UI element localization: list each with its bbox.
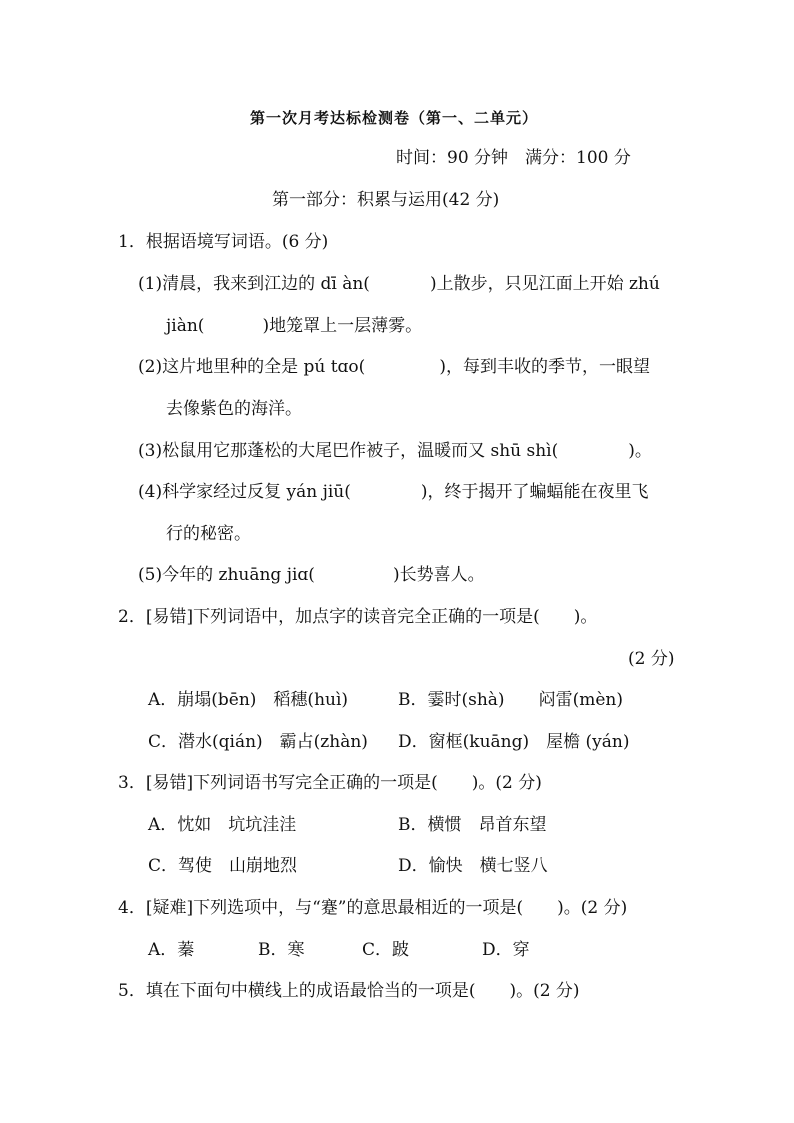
- q1-item4-line2: 行的秘密。: [166, 524, 251, 544]
- q3-option-a[interactable]: A．忱如 坑坑洼洼: [148, 815, 297, 835]
- q1-item2-line1: [138, 356, 650, 378]
- q3-option-c[interactable]: C．驾使 山崩地烈: [148, 856, 298, 876]
- q1-item5-text-b: )长势喜人。: [392, 565, 485, 585]
- part-heading: 第一部分：积累与运用(42 分): [272, 190, 500, 210]
- q1-item1-text-d: )地笼罩上一层薄雾。: [262, 316, 423, 336]
- q2-option-b[interactable]: B．霎时(shà) 闷雷(mèn): [398, 690, 623, 710]
- q1-item1-text-c: jiàn(: [166, 316, 205, 336]
- q1-item2-text-b: )，每到丰收的季节，一眼望: [439, 357, 650, 377]
- q1-item3-text-b: )。: [628, 441, 652, 461]
- q1-item1-line1: [138, 273, 660, 295]
- q2-option-d[interactable]: D．窗框(kuāng) 屋檐 (yán): [398, 732, 630, 752]
- q2-score: (2 分): [628, 649, 675, 669]
- q1-stem: 1．根据语境写词语。(6 分): [118, 232, 329, 252]
- q3-option-d[interactable]: D．愉快 横七竖八: [398, 856, 548, 876]
- q1-item1-text-a: (1)清晨，我来到江边的 dī àn(: [138, 274, 370, 294]
- q4-option-d[interactable]: D．穿: [482, 940, 530, 960]
- q4-option-c[interactable]: C．跛: [362, 940, 410, 960]
- q1-item3-text-a: (3)松鼠用它那蓬松的大尾巴作被子，温暖而又 shū shì(: [138, 441, 559, 461]
- q1-item4-text-a: (4)科学家经过反复 yán jiū(: [138, 482, 351, 502]
- q1-item2-line2: 去像紫色的海洋。: [166, 399, 302, 419]
- q1-item1-line2: [166, 315, 422, 337]
- q4-option-a[interactable]: A．蓁: [148, 940, 195, 960]
- q1-item4-text-b: )，终于揭开了蝙蝠能在夜里飞: [420, 482, 649, 502]
- q4-stem: 4．[疑难]下列选项中，与“蹇”的意思最相近的一项是( )。(2 分): [118, 898, 628, 918]
- q1-item5-line1: [138, 564, 485, 586]
- q5-stem: 5．填在下面句中横线上的成语最恰当的一项是( )。(2 分): [118, 981, 580, 1001]
- q3-stem: 3．[易错]下列词语书写完全正确的一项是( )。(2 分): [118, 773, 542, 793]
- q1-item5-text-a: (5)今年的 zhuāng jiɑ(: [138, 565, 315, 585]
- q1-item3-line1: [138, 440, 652, 462]
- q2-option-a[interactable]: A．崩塌(bēn) 稻穗(huì): [148, 690, 349, 710]
- q2-stem: 2．[易错]下列词语中，加点字的读音完全正确的一项是( )。: [118, 607, 598, 627]
- time-score-info: 时间：90 分钟 满分：100 分: [396, 148, 631, 168]
- q2-option-c[interactable]: C．潜水(qián) 霸占(zhàn): [148, 732, 368, 752]
- exam-title: 第一次月考达标检测卷（第一、二单元）: [250, 109, 539, 127]
- q1-item2-text-a: (2)这片地里种的全是 pú tɑo(: [138, 357, 366, 377]
- q1-item1-text-b: )上散步，只见江面上开始 zhú: [429, 274, 660, 294]
- q1-item4-line1: [138, 481, 649, 503]
- q4-option-b[interactable]: B．寒: [258, 940, 305, 960]
- q3-option-b[interactable]: B．横惯 昂首东望: [398, 815, 547, 835]
